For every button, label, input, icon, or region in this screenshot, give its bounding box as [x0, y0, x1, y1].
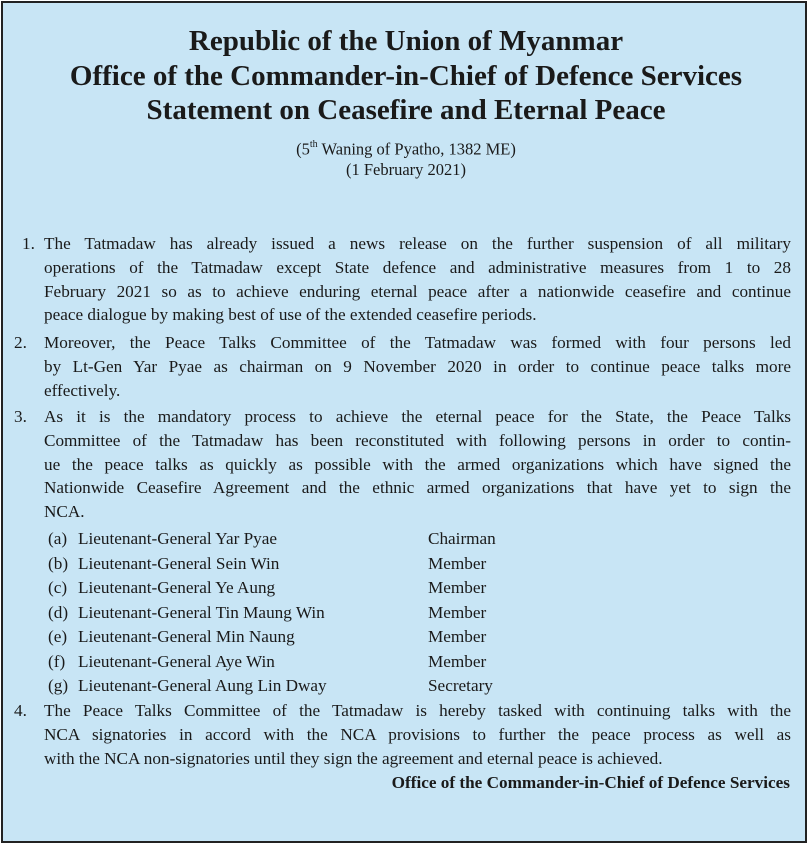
paragraph-line: with the NCA non-signatories until they sign the agreement and eternal peace is achieved. — [44, 748, 663, 768]
paragraph-number: 3. — [14, 407, 27, 426]
member-name: Lieutenant-General Sein Win — [78, 553, 280, 573]
member-role: Chairman — [428, 529, 496, 548]
member-role: Member — [428, 627, 487, 646]
member-letter: (e) — [48, 627, 68, 646]
member-role: Member — [428, 651, 487, 671]
title-statement: Statement on Ceasefire and Eternal Peace — [146, 94, 666, 126]
member-name: Lieutenant-General Min Naung — [78, 627, 295, 646]
title-republic: Republic of the Union of Myanmar — [188, 25, 624, 57]
member-letter: (d) — [48, 602, 69, 622]
member-name: Lieutenant-General Aung Lin Dway — [78, 676, 327, 695]
member-role: Member — [428, 602, 487, 622]
paragraph-line: NCA signatories in accord with the NCA provisions to further the peace process as well as — [44, 724, 791, 744]
member-letter: (f) — [48, 651, 66, 671]
member-letter: (b) — [48, 553, 69, 573]
member-letter: (g) — [48, 676, 69, 695]
date-gregorian: (1 February 2021) — [345, 160, 467, 179]
signature: Office of the Commander-in-Chief of Defence Services — [391, 773, 790, 792]
member-role: Secretary — [428, 676, 493, 695]
paragraph-line: February 2021 so as to achieve enduring eternal peace after a nationwide ceasefire and continue — [44, 281, 791, 301]
member-letter: (a) — [48, 529, 68, 548]
paragraph-line: As it is the mandatory process to achieve the eternal peace for the State, the Peace Talks — [44, 407, 791, 426]
paragraph-line: Nationwide Ceasefire Agreement and the ethnic armed organizations that have yet to sign the — [44, 478, 791, 498]
paragraph-line: NCA. — [44, 502, 85, 522]
paragraph-line: ue the peace talks as quickly as possible with the armed organizations which have signed the — [44, 454, 791, 474]
paragraph-line: Committee of the Tatmadaw has been reconstituted with following persons in order to contin- — [44, 430, 791, 450]
paragraph-line: operations of the Tatmadaw except State defence and administrative measures from 1 to 28 — [44, 257, 791, 277]
member-name: Lieutenant-General Tin Maung Win — [78, 602, 325, 622]
paragraph-number: 2. — [14, 333, 27, 352]
member-name: Lieutenant-General Aye Win — [78, 651, 275, 671]
paragraph-line: The Peace Talks Committee of the Tatmadaw is hereby tasked with continuing talks with the — [44, 701, 791, 720]
title-office: Office of the Commander-in-Chief of Defence Services — [69, 60, 743, 92]
member-role: Member — [428, 553, 487, 573]
paragraph-line: by Lt-Gen Yar Pyae as chairman on 9 November 2020 in order to continue peace talks more — [44, 356, 791, 376]
paragraph-line: peace dialogue by making best of use of the extended ceasefire periods. — [44, 305, 537, 325]
paragraph-number: 1. — [22, 234, 35, 253]
date-lunar: (5th Waning of Pyatho, 1382 ME) — [296, 139, 516, 159]
paragraph-line: Moreover, the Peace Talks Committee of the Tatmadaw was formed with four persons led — [44, 333, 791, 352]
paragraph-line: effectively. — [44, 380, 121, 400]
member-role: Member — [428, 578, 487, 597]
paragraph-line: The Tatmadaw has already issued a news release on the further suspension of all military — [44, 234, 791, 253]
paragraph-number: 4. — [14, 701, 27, 720]
member-letter: (c) — [48, 578, 68, 597]
member-name: Lieutenant-General Yar Pyae — [78, 529, 278, 548]
member-name: Lieutenant-General Ye Aung — [78, 578, 276, 597]
